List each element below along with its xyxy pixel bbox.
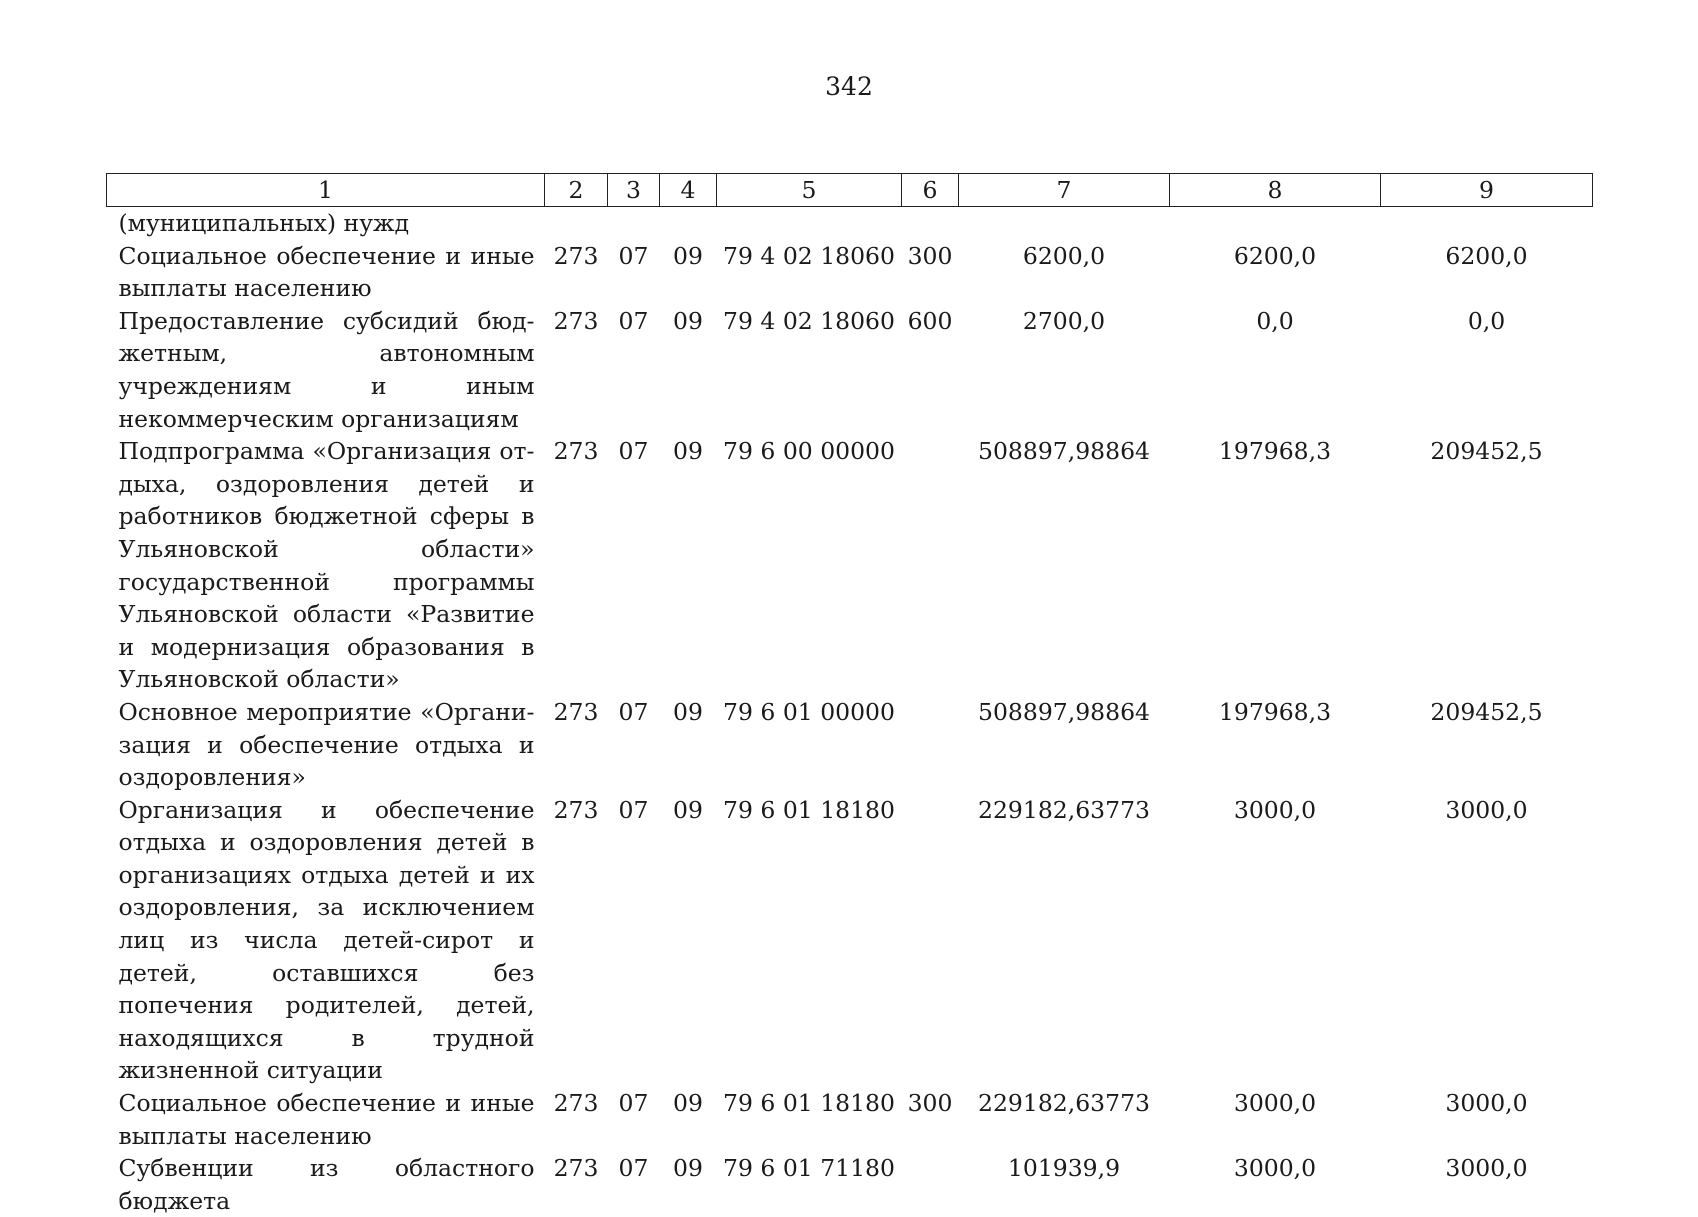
row-code-4: 09: [673, 241, 703, 270]
row-code-4: 09: [673, 306, 703, 335]
row-value-9: 209452,5: [1430, 437, 1543, 466]
table-row: [107, 1152, 1593, 1217]
row-code-4: 09: [673, 795, 703, 824]
table-row: [107, 207, 1593, 240]
row-code-5: 79 6 01 00000: [723, 697, 895, 726]
column-header: 4: [660, 174, 717, 207]
row-code-2: 273: [553, 306, 599, 335]
row-code-3: 07: [618, 795, 649, 824]
table-row: [107, 240, 1593, 305]
row-value-8: 3000,0: [1233, 1154, 1317, 1183]
row-code-6: 300: [907, 1089, 953, 1118]
row-value-9: 209452,5: [1430, 697, 1543, 726]
row-value-7: 2700,0: [1022, 306, 1106, 335]
column-header: 3: [608, 174, 660, 207]
table-row: [107, 435, 1593, 696]
row-code-5: 79 6 01 71180: [723, 1154, 895, 1183]
row-code-6: [902, 435, 959, 696]
row-code-3: 07: [618, 697, 649, 726]
row-code-3: 07: [618, 306, 649, 335]
row-value-9: [1381, 207, 1593, 240]
row-code-5: 79 6 01 18180: [723, 795, 895, 824]
row-value-9: 6200,0: [1445, 241, 1528, 270]
row-name: Подпрограмма «Организация отдыха, оздоровления детей и работников бюджетной сферы в Ульяновской области» государственной программы Ульяновской области «Развитие и модернизация образования в Ульяновской области»: [118, 437, 535, 694]
row-code-2: 273: [553, 437, 599, 466]
row-code-2: 273: [553, 697, 599, 726]
page-number: 342: [825, 72, 873, 101]
row-code-3: [608, 207, 660, 240]
row-value-8: [1170, 207, 1381, 240]
row-value-9: 3000,0: [1445, 1154, 1528, 1183]
row-value-9: 3000,0: [1445, 1089, 1528, 1118]
row-name: Субвенции из областного бюджета: [118, 1154, 535, 1215]
row-name: Основное мероприятие «Организация и обеспечение отдыха и оздоровления»: [118, 697, 535, 792]
row-value-8: 0,0: [1256, 306, 1294, 335]
column-header: 6: [902, 174, 959, 207]
table-row: [107, 794, 1593, 1087]
row-code-5: 79 6 00 00000: [723, 437, 895, 466]
row-code-2: 273: [553, 795, 599, 824]
row-name: Предоставление субсидий бюджетным, автономным учреждениям и иным некоммерческим организациям: [118, 306, 535, 433]
row-value-8: 3000,0: [1233, 1089, 1317, 1118]
row-code-6: 300: [907, 241, 953, 270]
row-value-9: 0,0: [1467, 306, 1506, 335]
row-value-7: 6200,0: [1022, 241, 1106, 270]
row-code-3: 07: [618, 437, 649, 466]
row-code-2: 273: [553, 1154, 599, 1183]
row-code-6: [902, 207, 959, 240]
row-name: Социальное обеспечение и иные выплаты населению: [118, 241, 535, 303]
table-header-row: [107, 174, 1593, 207]
row-code-4: 09: [673, 697, 703, 726]
row-code-6: [902, 1152, 959, 1217]
row-value-7: 508897,98864: [978, 697, 1150, 726]
row-name: (муниципальных) нужд: [118, 209, 410, 237]
row-name: Социальное обеспечение и иные выплаты населению: [118, 1089, 535, 1150]
row-code-4: 09: [673, 437, 703, 466]
row-code-6: [902, 794, 959, 1087]
row-code-5: [717, 207, 902, 240]
row-code-2: 273: [553, 241, 599, 270]
row-code-3: 07: [618, 1154, 649, 1183]
row-code-2: 273: [553, 1089, 599, 1118]
row-value-7: [959, 207, 1170, 240]
column-header: 1: [107, 174, 545, 207]
row-value-9: 3000,0: [1445, 795, 1528, 824]
table-row: [107, 1087, 1593, 1152]
column-header: 5: [717, 174, 902, 207]
budget-table: [106, 173, 1593, 1217]
row-value-8: 3000,0: [1233, 795, 1317, 824]
row-value-8: 197968,3: [1218, 697, 1332, 726]
row-code-5: 79 4 02 18060: [723, 306, 895, 335]
row-value-7: 508897,98864: [978, 437, 1150, 466]
row-code-4: 09: [673, 1154, 703, 1183]
column-header: 2: [545, 174, 608, 207]
row-value-7: 229182,63773: [978, 795, 1150, 824]
row-value-7: 101939,9: [1007, 1154, 1121, 1183]
row-name: Организация и обеспечение отдыха и оздоровления детей в организациях отдыха детей и их оздоровления, за исключением лиц из числа детей-сирот и детей, оставшихся без попечения родителей, детей, находящихся в трудной жизненной ситуации: [118, 795, 535, 1085]
column-header: 7: [959, 174, 1170, 207]
row-code-3: 07: [618, 241, 649, 270]
row-code-2: [545, 207, 608, 240]
row-code-5: 79 6 01 18180: [723, 1089, 895, 1118]
column-header: 8: [1170, 174, 1381, 207]
row-code-5: 79 4 02 18060: [723, 241, 895, 270]
row-value-8: 197968,3: [1218, 437, 1332, 466]
table-row: [107, 305, 1593, 435]
row-value-7: 229182,63773: [978, 1089, 1150, 1118]
row-value-8: 6200,0: [1233, 241, 1317, 270]
column-header: 9: [1381, 174, 1593, 207]
table-row: [107, 696, 1593, 794]
row-code-3: 07: [618, 1089, 649, 1118]
row-code-6: [902, 696, 959, 794]
row-code-4: [660, 207, 717, 240]
row-code-4: 09: [673, 1089, 703, 1118]
row-code-6: 600: [907, 306, 953, 335]
